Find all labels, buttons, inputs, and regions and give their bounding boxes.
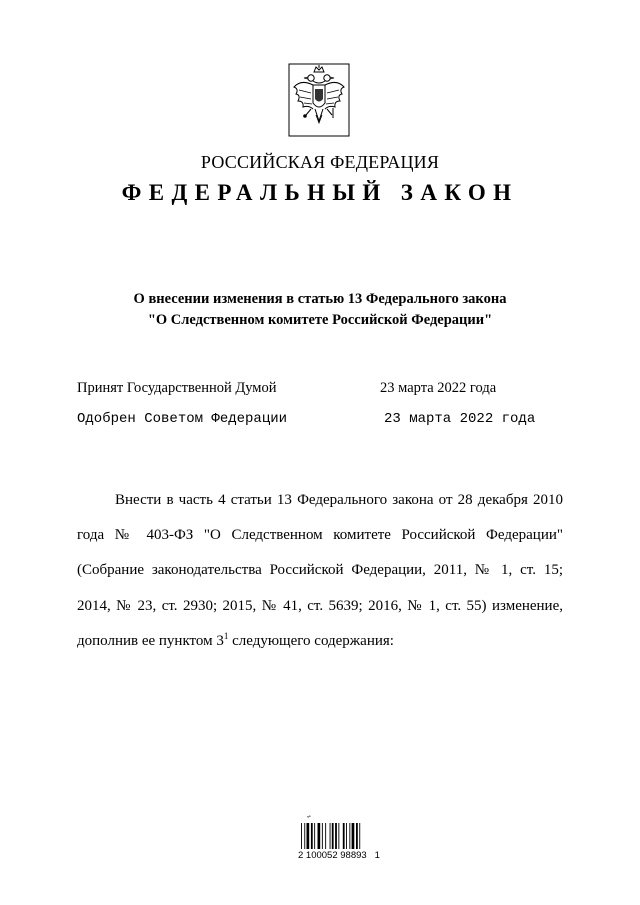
adopted-by-duma-label: Принят Государственной Думой	[77, 380, 277, 396]
barcode-icon	[297, 811, 385, 851]
law-body	[77, 483, 563, 659]
barcode-number: 2 100052 98893 1	[298, 850, 380, 861]
point-superscript: 1	[223, 630, 229, 641]
approved-by-council-label: Одобрен Советом Федерации	[77, 411, 288, 427]
law-title-line-1: О внесении изменения в статью 13 Федерального закона	[133, 291, 507, 307]
coat-of-arms-icon	[287, 63, 351, 137]
body-text-tail: следующего содержания:	[228, 632, 394, 649]
body-paragraph	[77, 483, 563, 659]
adopted-by-duma-date: 23 марта 2022 года	[380, 380, 497, 396]
svg-text:✂: ✂	[306, 813, 313, 821]
document-type: ФЕДЕРАЛЬНЫЙ ЗАКОН	[121, 180, 519, 205]
body-text-main: Внести в часть 4 статьи 13 Федерального закона от 28 декабря 2010 года № 403-ФЗ "О Следственном комитете Российской Федерации" (Собрание законодательства Российской Федерации, 2011, № 1, ст. 15; 2014, № 23, ст. 2930; 2015, № 41, ст. 5639; 2016, № 1, ст. 55) изменение, дополнив ее пунктом 3	[77, 492, 563, 649]
country-name: РОССИЙСКАЯ ФЕДЕРАЦИЯ	[200, 152, 440, 172]
approved-by-council-date: 23 марта 2022 года	[384, 411, 536, 427]
law-title-line-2: "О Следственном комитете Российской Федерации"	[147, 312, 493, 328]
